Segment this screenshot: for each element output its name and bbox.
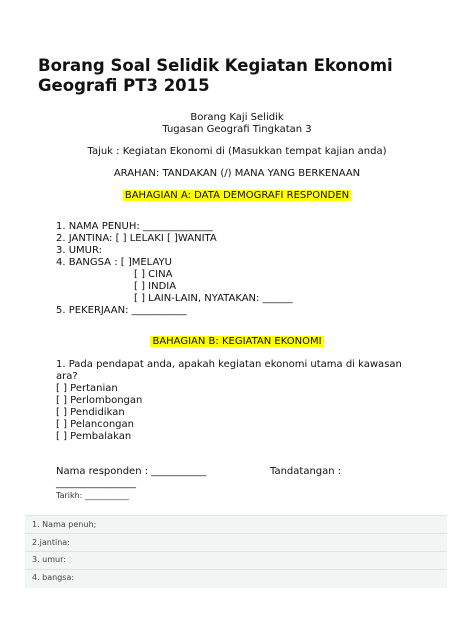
signature-line: ________________ — [56, 478, 136, 489]
option-pelancongan: [ ] Pelancongan — [56, 419, 134, 430]
question-text-line1: 1. Pada pendapat anda, apakah kegiatan ekonomi utama di kawasan — [56, 359, 402, 370]
option-lain-lain: [ ] LAIN-LAIN, NYATAKAN: ______ — [134, 293, 293, 304]
field-bangsa: 4. BANGSA : [ ]MELAYU — [56, 257, 172, 268]
option-pertanian: [ ] Pertanian — [56, 383, 118, 394]
document-title-line2: Geografi PT3 2015 — [38, 76, 210, 95]
preview-divider — [25, 551, 447, 552]
form-course: Tugasan Geografi Tingkatan 3 — [162, 124, 312, 135]
preview-line: 3. umur: — [32, 555, 66, 564]
preview-line: 1. Nama penuh; — [32, 520, 97, 529]
tarikh-field: Tarikh: ___________ — [56, 491, 129, 500]
preview-divider — [25, 533, 447, 534]
question-text-line2: ara? — [56, 371, 78, 382]
preview-divider — [25, 569, 447, 570]
field-jantina: 2. JANTINA: [ ] LELAKI [ ]WANITA — [56, 233, 217, 244]
option-perlombongan: [ ] Perlombongan — [56, 395, 143, 406]
option-pendidikan: [ ] Pendidikan — [56, 407, 125, 418]
section-b-label: BAHAGIAN B: KEGIATAN EKONOMI — [152, 336, 322, 347]
option-cina: [ ] CINA — [134, 269, 173, 280]
preview-line: 2.jantina: — [32, 538, 70, 547]
option-india: [ ] INDIA — [134, 281, 177, 292]
nama-responden-field: Nama responden : ___________ — [56, 466, 207, 477]
preview-line: 4. bangsa: — [32, 573, 75, 582]
field-nama: 1. NAMA PENUH: ______________ — [56, 221, 213, 232]
section-a-label: BAHAGIAN A: DATA DEMOGRAFI RESPONDEN — [124, 190, 350, 201]
section-b-heading — [0, 336, 474, 347]
field-pekerjaan: 5. PEKERJAAN: ___________ — [56, 305, 187, 316]
form-tajuk: Tajuk : Kegiatan Ekonomi di (Masukkan tempat kajian anda) — [87, 146, 387, 157]
section-a-heading — [0, 190, 474, 201]
document-title-line1: Borang Soal Selidik Kegiatan Ekonomi — [38, 56, 393, 75]
form-subtitle: Borang Kaji Selidik — [190, 112, 284, 123]
option-pembalakan: [ ] Pembalakan — [56, 431, 132, 442]
form-arahan: ARAHAN: TANDAKAN (/) MANA YANG BERKENAAN — [113, 168, 361, 179]
field-umur: 3. UMUR: — [56, 245, 102, 256]
tandatangan-field: Tandatangan : — [270, 466, 342, 477]
